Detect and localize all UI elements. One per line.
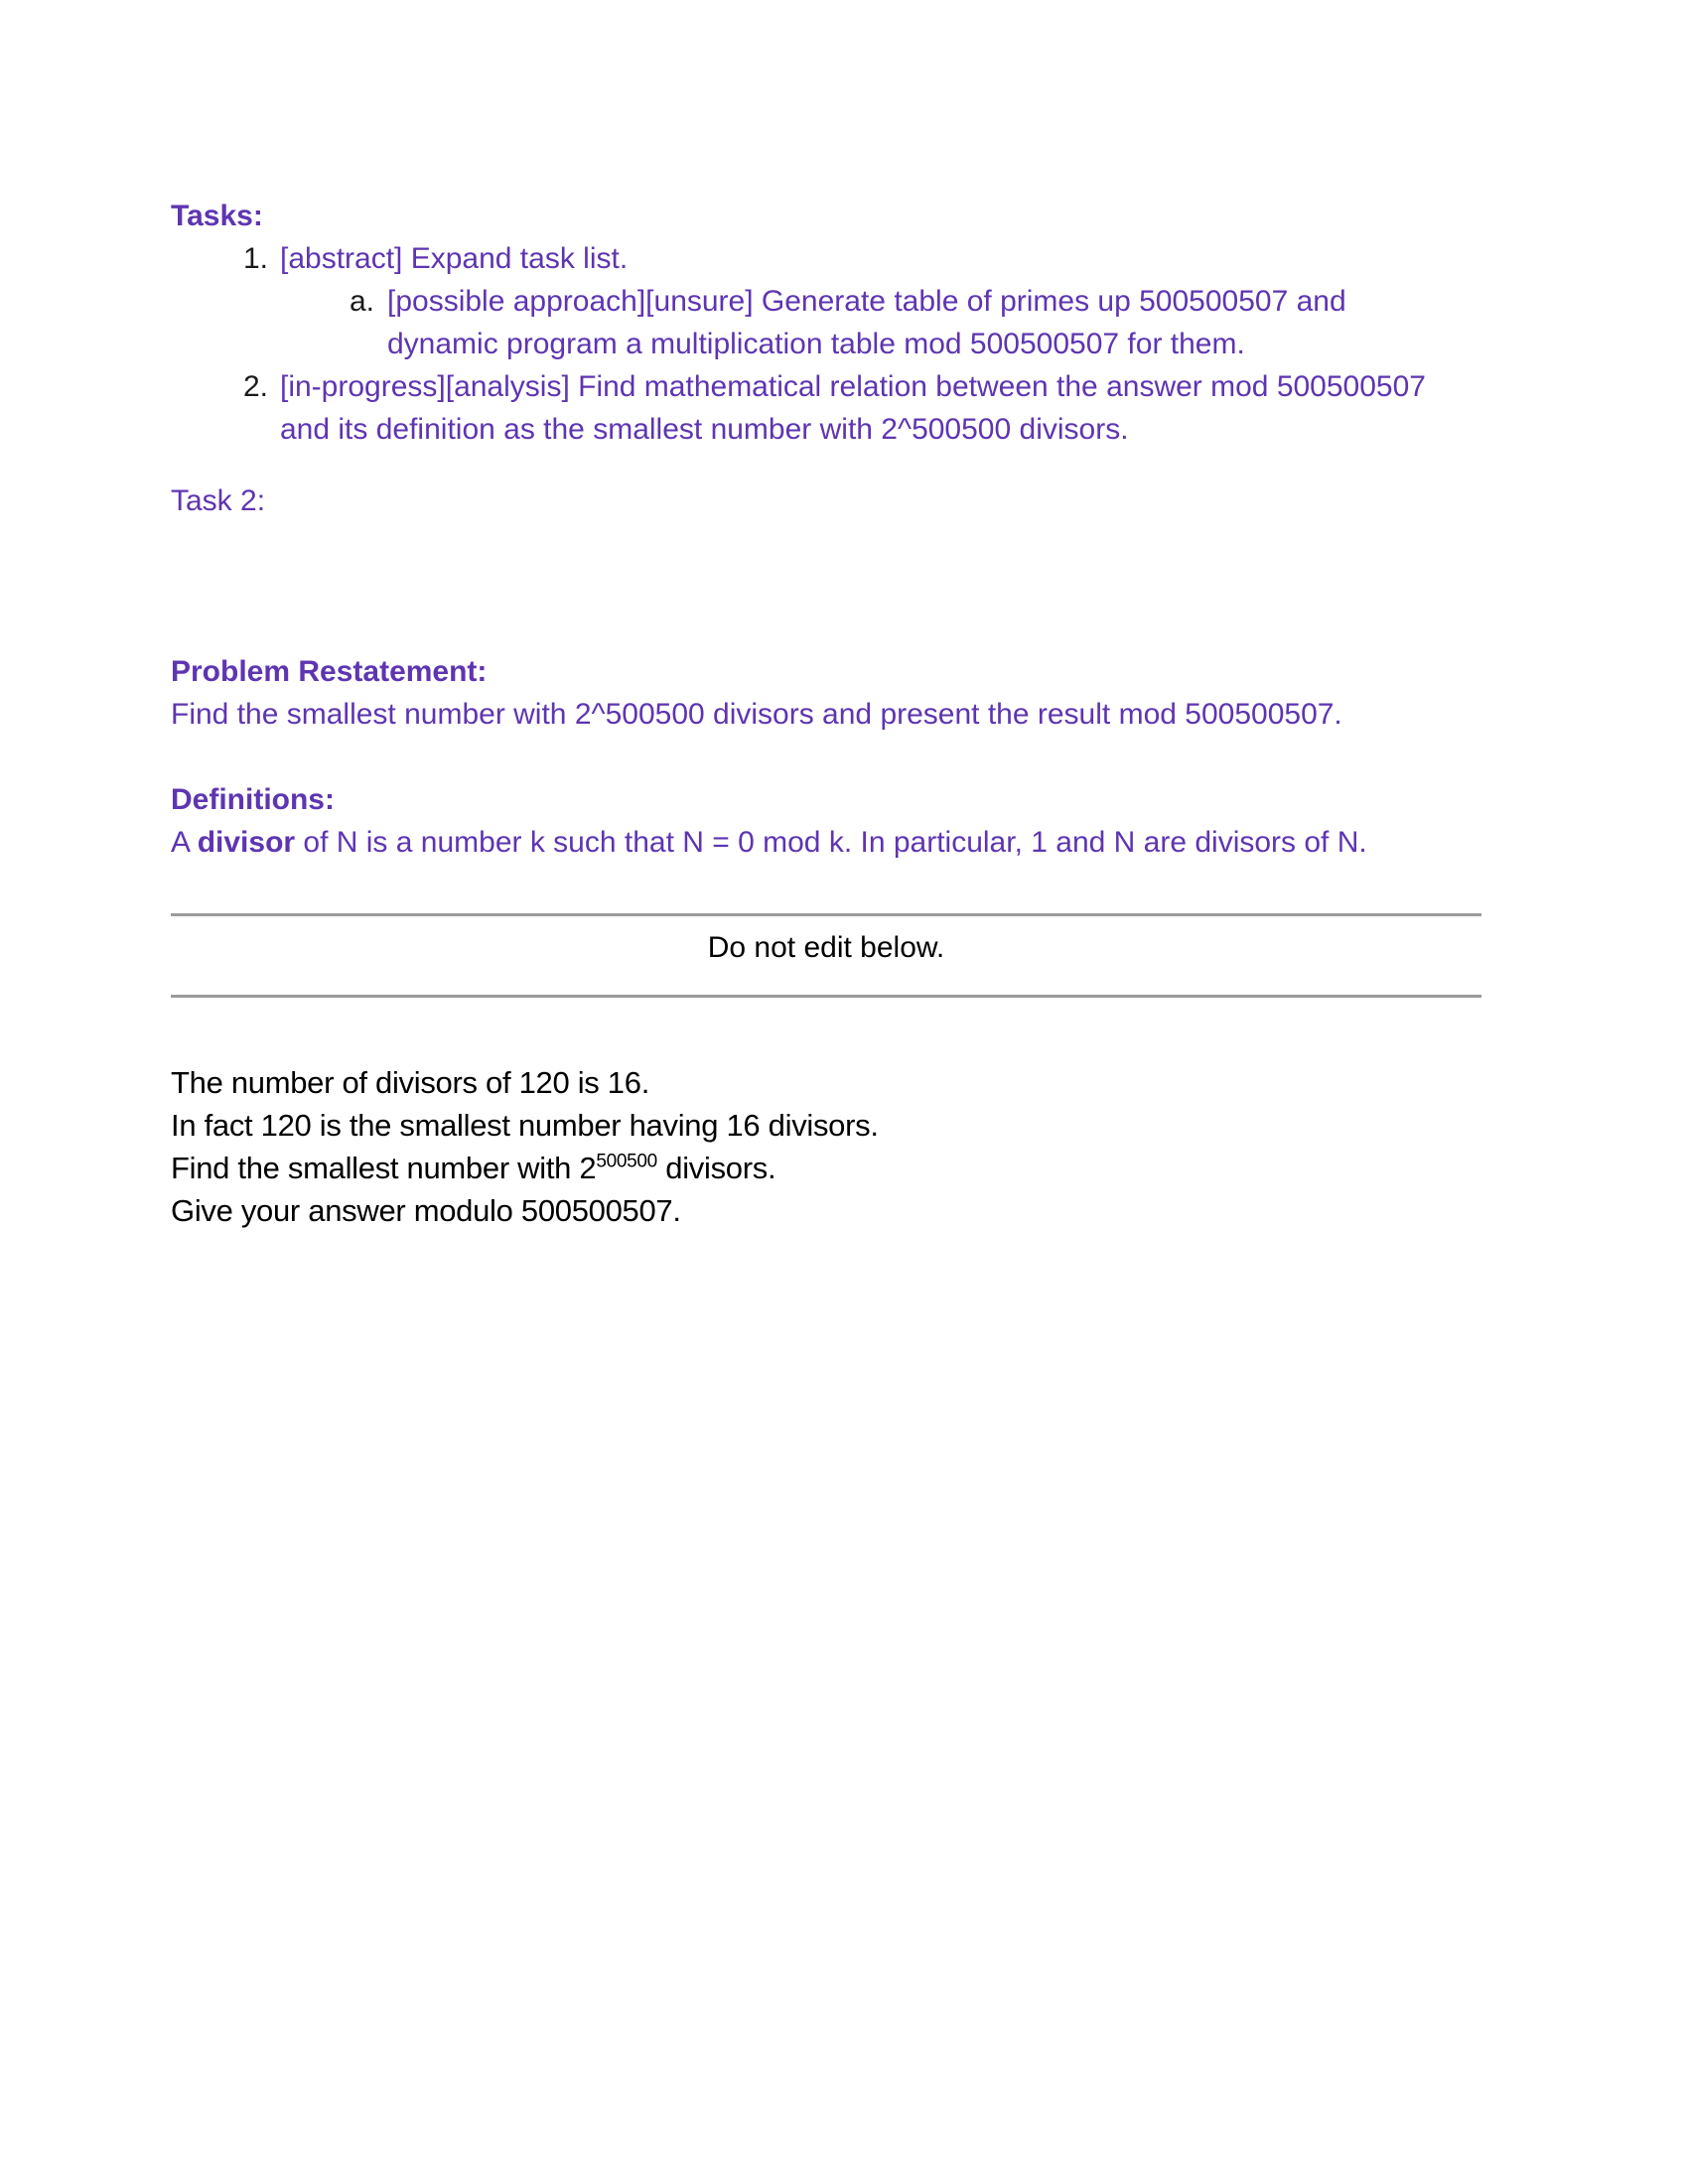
do-not-edit-notice: Do not edit below. bbox=[707, 931, 945, 964]
definitions-body bbox=[171, 821, 1481, 864]
task-item-1 bbox=[171, 237, 1481, 280]
task-item-2-text bbox=[171, 365, 1481, 451]
statement-line-3-suffix: divisors. bbox=[656, 1151, 776, 1185]
problem-restatement-body: Find the smallest number with 2^500500 divisors and present the result mod 500500507. bbox=[171, 698, 1342, 731]
statement-line-2: In fact 120 is the smallest number having 16 divisors. bbox=[171, 1108, 879, 1143]
definitions-rest: of N is a number k such that N = 0 mod k. In particular, 1 and N are divisors of N. bbox=[295, 826, 1367, 859]
divider-rule-top bbox=[171, 913, 1481, 916]
statement-line-3-prefix: Find the smallest number with 2 bbox=[171, 1151, 597, 1185]
task-item-2-line-1: [in-progress][analysis] Find mathematical relation between the answer mod 500500507 bbox=[280, 370, 1426, 403]
task-item-2-marker: 2. bbox=[243, 370, 269, 403]
divider-rule-bottom bbox=[171, 995, 1481, 998]
problem-restatement-heading: Problem Restatement: bbox=[171, 655, 488, 688]
task2-label: Task 2: bbox=[171, 484, 266, 517]
definitions-heading: Definitions: bbox=[171, 783, 335, 816]
statement-line-3-exponent: 500500 bbox=[596, 1151, 657, 1172]
task-item-2-line-2: and its definition as the smallest number with 2^500500 divisors. bbox=[280, 413, 1129, 446]
definitions-lead: A bbox=[171, 826, 198, 859]
definitions-term: divisor bbox=[197, 826, 296, 859]
task-item-1-marker: 1. bbox=[243, 242, 269, 275]
statement-line-3 bbox=[171, 1147, 1481, 1189]
task-subitem-a-marker: a. bbox=[350, 285, 375, 318]
task-subitem-a bbox=[171, 280, 1481, 365]
task-item-2 bbox=[171, 365, 1481, 451]
task-item-1-text: [abstract] Expand task list. bbox=[280, 242, 629, 275]
tasks-heading: Tasks: bbox=[171, 200, 263, 232]
statement-line-1: The number of divisors of 120 is 16. bbox=[171, 1065, 650, 1100]
document-content bbox=[171, 195, 1481, 1232]
statement-line-4: Give your answer modulo 500500507. bbox=[171, 1193, 681, 1228]
problem-statement-block bbox=[171, 1061, 1481, 1232]
task-subitem-a-line-2: dynamic program a multiplication table mod 500500507 for them. bbox=[387, 328, 1245, 360]
task-subitem-a-line-1: [possible approach][unsure] Generate table of primes up 500500507 and bbox=[387, 285, 1346, 318]
